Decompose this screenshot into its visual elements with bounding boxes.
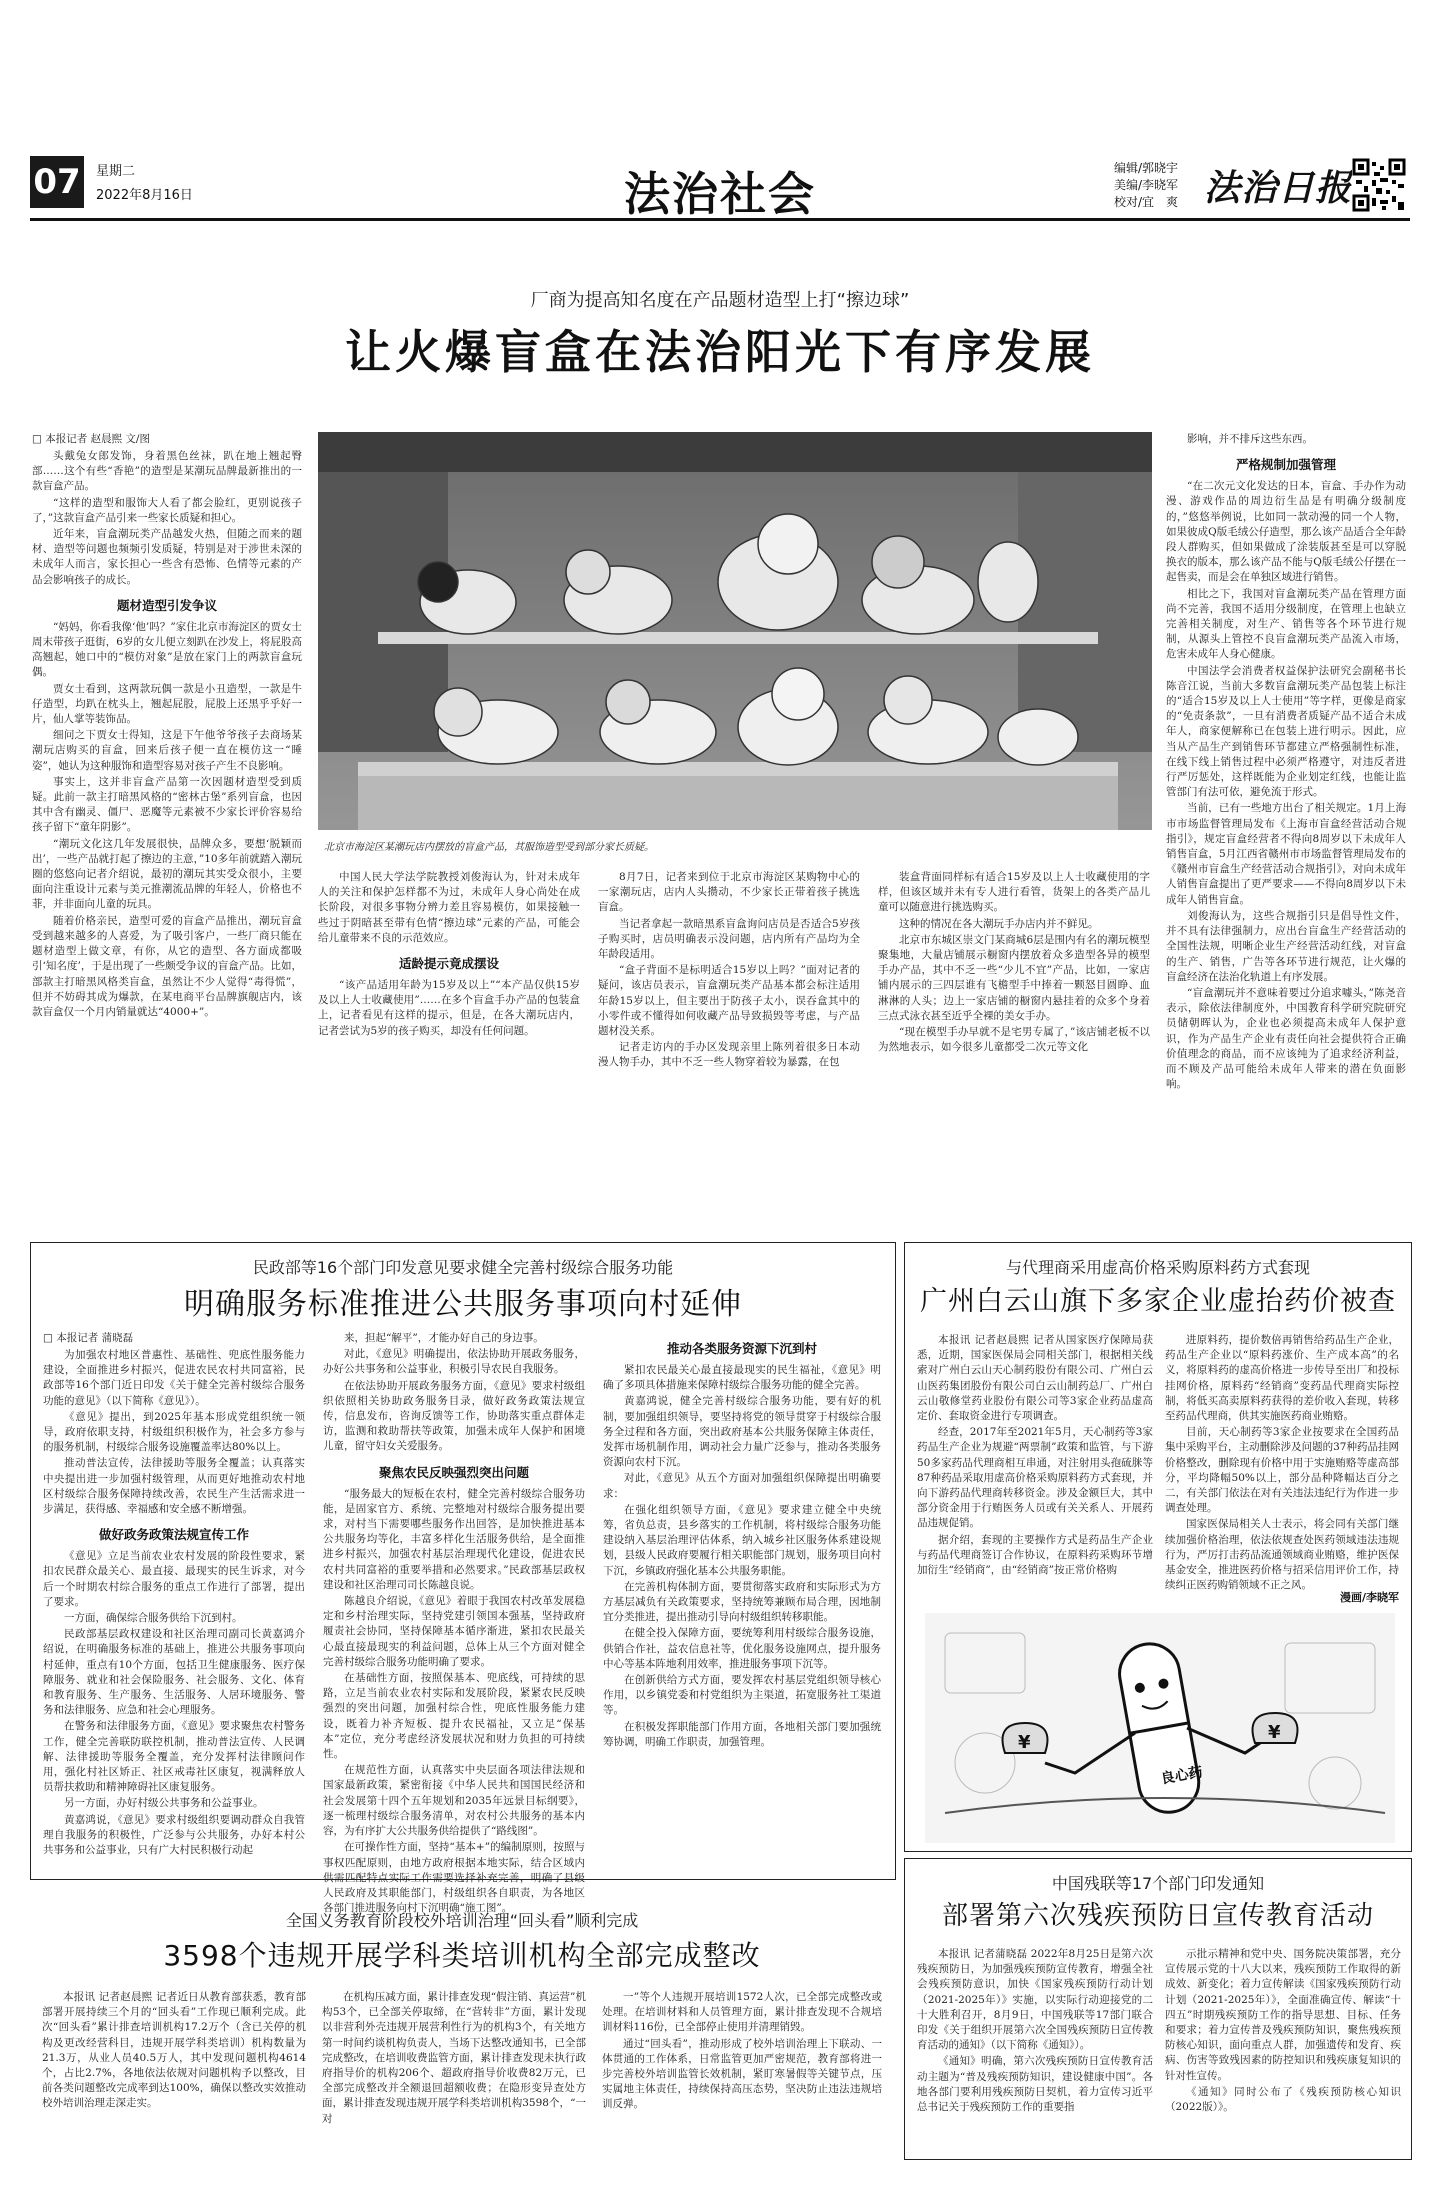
cartoon-label: 良心药 xyxy=(1159,1764,1204,1788)
paragraph: 头戴兔女郎发饰，身着黑色丝袜，趴在地上翘起臀部……这个有些“香艳”的造型是某潮玩品牌最新推出的一款盲盒产品。 xyxy=(32,450,302,493)
subheading: 严格规制加强管理 xyxy=(1235,457,1336,473)
paragraph: 中国人民大学法学院教授刘俊海认为，针对未成年人的关注和保护怎样都不为过，未成年人身心尚处在成长阶段，对很多事物分辨力差且容易模仿，如果接触一些过于阴暗甚至带有色情“擦边球”元素的产品，可能会给儿童带来不良的示范效应。 xyxy=(318,871,580,944)
paragraph: 《意见》提出，到2025年基本形成党组织统一领导，政府依职支持，村级组织积极作为，社会多方参与的服务机制，村级综合服务设施覆盖率达80%以上。 xyxy=(43,1410,305,1454)
baiyun-column-2 xyxy=(1165,1333,1399,1592)
paragraph: “在二次元文化发达的日本，盲盒、手办作为动漫、游戏作品的周边衍生品是有明确分级制度的，”悠悠举例说，比如同一款动漫的同一个人物，如果彼成Q版毛绒公仔造型，那么该产品适合全年龄段人群购买，但如果做成了涂装版甚至是可以穿脱换衣的版本，那么该产品不能与Q版毛绒公仔摆在一起售卖，而是会在单独区域进行销售。 xyxy=(1166,480,1406,584)
baiyun-article xyxy=(904,1242,1412,1852)
qr-code[interactable] xyxy=(1352,158,1406,212)
paragraph: 在积极发挥职能部门作用方面，各地相关部门要加强统筹协调，明确工作职责，加强管理。 xyxy=(603,1720,881,1748)
paragraph: 《通知》明确，第六次残疾预防日宣传教育活动主题为“普及残疾预防知识，建设健康中国”。各地各部门要利用残疾预防日契机，着力宣传习近平总书记关于残疾预防工作的重要指 xyxy=(917,2055,1153,2114)
paragraph: 这种的情况在各大潮玩手办店内并不鲜见。 xyxy=(899,917,1099,930)
lead-column-2 xyxy=(318,870,580,1230)
paragraph: 经查，2017年至2021年5月，天心制药等3家药品生产企业为规避“两票制”政策和监管，与下游50多家药品代理商相互串通，对注射用头孢硫脒等87种药品采取用虚高价格采购原料药方式套现，并向下游药品代理商转移资金。涉及金额巨大，其中部分资金用于行贿医务人员或有关关系人、开展药品违规促销。 xyxy=(917,1426,1153,1530)
paragraph: 在基础性方面，按照保基本、兜底线，可持续的思路，立足当前农业农村实际和发展阶段，紧紧农民反映强烈的突出问题，加强村综合性，兜底性服务能力建设，既着力补齐短板、提升农民福祉，又立足“保基本”定位，充分考虑经济发展状况和财力负担的可持续性。 xyxy=(323,1672,585,1761)
rural-services-article xyxy=(30,1242,896,1915)
paragraph: 据介绍，套现的主要操作方式是药品生产企业与药品代理商签订合作协议，在原料药采购环节增加衍生“经销商”，由“经销商”按正常价格购 xyxy=(917,1533,1153,1577)
paragraph: 在机构压减方面，累计排查发现“假注销、真运营”机构53个，已全部关停取缔，在“营转非”方面，累计发现以非营利外壳违规开展营利性行为的机构3个，有关地方第一时间约谈机构负责人，当场下达整改通知书，已全部完成整改，在培训收费监管方面，累计排查发现未执行政府指导价的机构206个、超政府指导价收费82万元，已全部完成整改并全额退回超额收费；在隐形变异查处方面，累计排查发现违规开展学科类培训机构3598个，“一对 xyxy=(322,1991,586,2125)
paragraph: 近年来，盲盒潮玩类产品越发火热，但随之而来的题材、造型等问题也频频引发质疑，特别是对于涉世未深的未成年人而言，家长担心一些含有恐怖、色情等元素的产品会影响孩子的成长。 xyxy=(32,528,302,586)
paragraph: 一”等个人违规开展培训1572人次，已全部完成整改或处理。在培训材料和人员管理方面，累计排查发现不合规培训材料116份，已全部停止使用并清理销毁。 xyxy=(602,1991,882,2034)
section-title: 法治社会 xyxy=(624,167,816,221)
baiyun-headline: 广州白云山旗下多家企业虚抬药价被查 xyxy=(920,1286,1396,1317)
subheading: 做好政务政策法规宣传工作 xyxy=(98,1527,249,1543)
subheading: 聚焦农民反映强烈突出问题 xyxy=(378,1464,529,1480)
subheading: 题材造型引发争议 xyxy=(116,597,217,613)
paragraph: 为加强农村地区普惠性、基础性、兜底性服务能力建设，全面推进乡村振兴，促进农民农村共同富裕，民政部等16个部门近日印发《关于健全完善村级综合服务功能的意见》（以下简称《意见》）。 xyxy=(43,1349,305,1407)
masthead-rule xyxy=(30,218,1410,221)
disability-article xyxy=(904,1858,1412,2160)
svg-text:¥: ¥ xyxy=(1018,1732,1031,1753)
lead-column-4 xyxy=(878,870,1150,1230)
paragraph: 推动普法宣传，法律援助等服务全覆盖；认真落实中央提出进一步加强村级管理，从而更好地推动农村地区村级综合服务保障持续改善，农民生产生活需求进一步满足，获得感、幸福感和安全感不断增强。 xyxy=(43,1457,305,1516)
paragraph: 记者走访内的手办区发现亲里上陈列着很多日本动漫人物手办，其中不乏一些人物穿着较为暴露，在包 xyxy=(598,1041,860,1069)
paragraph: 相比之下，我国对盲盒潮玩类产品在管理方面尚不完善，我国不适用分级制度，在管理上也缺立完善相关制度，对生产、销售等各个环节进行规制，从源头上管控不良盲盒潮玩类产品流入市场，危害未成年人身心健康。 xyxy=(1166,587,1406,661)
paragraph: 一方面，确保综合服务供给下沉到村。 xyxy=(64,1612,243,1625)
paragraph: “盒子背面不是标明适合15岁以上吗？”面对记者的疑问，该店员表示，盲盒潮玩类产品基本都会标注适用年龄15岁以上，但主要出于防孩子太小，误吞盒其中的小零件或不懂得如何收藏产品导致损毁等考虑，与产品题材没关系。 xyxy=(598,964,860,1038)
issue-date: 2022年8月16日 xyxy=(96,188,193,203)
paragraph: “服务最大的短板在农村，健全完善村级综合服务功能，是固家官方、系统、完整地对村级综合服务提出要求，对村当下需要哪些服务作出回答，是加快推进基本公共服务均等化，丰富多样化生活服务供给，是全面推进乡村振兴，加强农村基层治理现代化建设，促进农民农村共同富裕的重要举措和必然要求。”民政部基层政权建设和社区治理司司长陈越良说。 xyxy=(323,1487,585,1591)
lead-kicker: 厂商为提高知名度在产品题材造型上打“擦边球” xyxy=(530,290,910,311)
paragraph: 细问之下贾女士得知，这是下午他爷爷孩子去商场某潮玩店购买的盲盒，回来后孩子便一直在模仿这一“睡姿”，她认为这种服饰和造型容易对孩子产生不良影响。 xyxy=(32,729,302,772)
paragraph: 在健全投入保障方面，要统筹利用村级综合服务设施，供销合作社，益农信息社等，优化服务设施网点，提升服务中心等基本阵地利用效率，推进服务事项下沉等。 xyxy=(603,1627,881,1670)
paragraph: 陈越良介绍说，《意见》着眼于我国农村改革发展稳定和乡村治理实际，坚持党建引领国本强基，坚持政府履责社会协同，坚持保障基本循序渐进，紧扣农民最关心最直接最现实的利益问题，总体上从三个方面对健全完善村级综合服务功能明确了要求。 xyxy=(323,1595,585,1668)
paper-logo: 法治日报 xyxy=(1204,167,1353,209)
paragraph: 对此，《意见》从五个方面对加强组织保障提出明确要求： xyxy=(603,1472,881,1500)
paragraph: 在依法协助开展政务服务方面，《意见》要求村级组织依照相关协助政务服务目录，做好政务政策法规宣传，信息发布，咨询反馈等工作，协助落实重点群体走访，监测和救助帮扶等政策，加强未成年人保护和困境儿童，留守妇女关爱服务。 xyxy=(323,1379,585,1453)
paragraph: 刘俊海认为，这些合规指引只是倡导性文件，并不具有法律强制力，应出台盲盒生产经营活动的全国性法规，明晰企业生产经营活动红线，对盲盒的生产、销售，广告等各环节进行规范，让火爆的盲盒经济在法治化轨道上有序发展。 xyxy=(1166,909,1406,983)
lead-column-1 xyxy=(32,432,302,1232)
designer-credit: 美编/李晓军 xyxy=(1114,178,1179,192)
training-kicker: 全国义务教育阶段校外培训治理“回头看”顺利完成 xyxy=(285,1911,639,1930)
paragraph: 进原料药，提价数倍再销售给药品生产企业，药品生产企业以“原料药涨价、生产成本高”的名义，将原料药的虚高价格进一步传导至出厂和投标挂网价格，原料药“经销商”变药品代理商实际控制，将低买高卖原料药获得的差价收入套现，转移至药品代理商，供其实施医药商业贿赂。 xyxy=(1165,1334,1399,1423)
lead-column-3 xyxy=(598,870,860,1230)
paragraph: 目前，天心制药等3家企业按要求在全国药品集中采购平台，主动删除涉及问题的37种药品挂网价格整改，删除现有价格中用于实施贿赂等虚高部分，平均降幅50%以上，部分品种降幅达百分之二，有关部门依法在对有关违法违纪行为作进一步调查处理。 xyxy=(1165,1426,1399,1515)
cartoon-credit: 漫画/李晓军 xyxy=(1339,1591,1399,1604)
paragraph: 来，担起“解平”，才能办好自己的身边事。 xyxy=(344,1332,544,1344)
training-column-2 xyxy=(322,1990,586,2166)
rural-column-3 xyxy=(603,1331,881,1871)
paragraph: “潮玩文化这几年发展很快，品牌众多，要想‘脱颖而出’，一些产品就打起了擦边的主意，”10多年前就踏入潮玩圈的悠悠向记者介绍说，最初的潮玩其实受众很小，主要面向注重设计元素与美元推潮流品牌的年轻人，价格也不菲，并非面向儿童的玩具。 xyxy=(32,837,302,911)
paragraph: 紧扣农民最关心最直接最现实的民生福祉，《意见》明确了多项具体措施来保障村级综合服务功能的健全完善。 xyxy=(603,1364,881,1392)
editor-credit: 编辑/郭晓宇 xyxy=(1114,161,1179,175)
proofreader-credit: 校对/宜 爽 xyxy=(1114,195,1179,209)
paragraph: 黄嘉鸿说，健全完善村级综合服务功能，要有好的机制，要加强组织领导，要坚持将党的领导贯穿于村级综合服务全过程和各方面，突出政府基本公共服务保障主体责任，发挥市场机制作用，调动社会力量广泛参与，推动各类服务资源向农村下沉。 xyxy=(603,1395,881,1469)
byline: □ 本报记者 蒲晓磊 xyxy=(43,1332,134,1344)
paragraph: “现在模型手办早就不是宅男专属了，”该店铺老板不以为然地表示，如今很多儿童都受二次元等文化 xyxy=(878,1026,1150,1054)
paragraph: 在警务和法律服务方面，《意见》要求聚焦农村警务工作，健全完善联防联控机制，推动普法宣传、人民调解、法律援助等服务全覆盖，充分发挥村法律顾问作用，强化村社区矫正、社区戒毒社区康复，视满释放人员帮扶救助和精神障碍社区康复服务。 xyxy=(43,1720,305,1794)
rural-kicker: 民政部等16个部门印发意见要求健全完善村级综合服务功能 xyxy=(252,1258,674,1277)
rural-headline: 明确服务标准推进公共服务事项向村延伸 xyxy=(184,1287,742,1322)
editor-credits xyxy=(1114,160,1178,211)
paragraph: 在强化组织领导方面，《意见》要求建立健全中央统筹，省负总责，县乡落实的工作机制，将村级综合服务功能建设纳入基层治理评估体系，纳入城乡社区服务体系建设规划，县级人民政府要履行相关职能部门规划，服务项目向村下沉，乡镇政府强化基本公共服务职能。 xyxy=(603,1503,881,1577)
paragraph: “这样的造型和服饰大人看了都会脸红，更别说孩子了，”这款盲盒产品引来一些家长质疑和担心。 xyxy=(32,496,302,524)
paragraph: 随着价格亲民，造型可爱的盲盒产品推出，潮玩盲盒受到越来越多的人喜爱，为了吸引客户，一些厂商只能在题材造型上做文章，有你，从它的造型、各方面成都吸引‘知名度’，于是出现了一些颇受争议的盲盒产品。比如，部款主打暗黑风格类盲盒，虽然让不少人觉得“毒得慌”，但并不妨碍其成为爆款，在某电商平台品牌旗舰店内，该款盲盒仅一个月内销量就达“4000+”。 xyxy=(32,914,302,1018)
paragraph: 本报讯 记者赵晨熙 记者从国家医疗保障局获悉，近期，国家医保局会同相关部门，根据相关线索对广州白云山天心制药股份有限公司、广州白云山医药集团股份有限公司白云山制药总厂、广州白云山敬修堂药业股份有限公司等3家企业药品虚高定价、套取资金进行专项调查。 xyxy=(917,1334,1153,1423)
paragraph: 中国法学会消费者权益保护法研究会副秘书长陈音江说，当前大多数盲盒潮玩类产品包装上标注的“适合15岁及以上人士使用”等字样，更像是商家的“免责条款”，一旦有消费者质疑产品不适合未成年人，商家便解称已在包装上进行明示。因此，应当从产品生产到销售环节都建立严格强制性标准，在线下线上销售过程中必须严格遵守，对违反者进行严厉惩处，这样既能为企业划定红线，也能让监管部门有法可依，避免流于形式。 xyxy=(1166,664,1406,799)
paragraph: 本报讯 记者蒲晓磊 2022年8月25日是第六次残疾预防日，为加强残疾预防宣传教育，增强全社会残疾预防意识，加快《国家残疾预防行动计划（2021-2025年）》实施，以实际行动迎接党的二十大胜利召开，8月9日，中国残联等17部门联合印发《关于组织开展第六次全国残疾预防日宣传教育活动的通知》（以下简称《通知》）。 xyxy=(917,1948,1153,2052)
paragraph: 本报讯 记者赵晨熙 记者近日从教育部获悉，教育部部署开展持续三个月的“回头看”工作现已顺利完成。此次“回头看”累计排查培训机构17.2万个（含已关停的机构及更改经营科目，违规开展学科类培训）机构数量为21.3万，从业人员40.5万人，其中发现问题机构4614个，占比2.7%，各地依法依规对问题机构予以整改，目前各类问题整改完成率到达100%，确保以整改实效推动校外培训治理走深走实。 xyxy=(42,1991,306,2110)
paragraph: 《意见》立足当前农业农村发展的阶段性要求，紧扣农民群众最关心、最直接、最现实的民生诉求，对今后一个时期农村综合服务的重点工作进行了部署，提出了要求。 xyxy=(43,1550,305,1608)
paragraph: 黄嘉鸿说，《意见》要求村级组织要调动群众自我管理自我服务的积极性，广泛参与公共服务，办好本村公共事务和公益事业，只有广大村民积极行动起 xyxy=(43,1813,305,1857)
page-number: 07 xyxy=(30,156,84,208)
disability-headline: 部署第六次残疾预防日宣传教育活动 xyxy=(941,1901,1374,1931)
subheading: 适龄提示竟成摆设 xyxy=(398,956,499,972)
paragraph: 装盒背面同样标有适合15岁及以上人士收藏使用的字样，但该区域并未有专人进行看管，货架上的各类产品儿童可以随意进行挑选购买。 xyxy=(878,871,1150,914)
paragraph: 当前，已有一些地方出台了相关规定。1月上海市市场监督管理局发布《上海市盲盒经营活动合规指引》，规定盲盒经营者不得向8周岁以下未成年人销售盲盒，5月江西省赣州市市场监督管理局发布的《赣州市盲盒生产经营活动合规指引》，对向未成年人销售盲盒提出了更严要求——不得向8周岁以下未成年人销售盲盒。 xyxy=(1166,802,1406,906)
paragraph: 在可操作性方面，坚持“基本+”的编制原则，按照与事权匹配原则，由地方政府根据本地实际，结合区域内供需匹配特点实际工作需要选择补充完善，明确了县级人民政府及其职能部门，村级组织各自职责，为各地区各部门推进服务向村下沉明确“施工图”。 xyxy=(323,1841,585,1915)
paragraph: 国家医保局相关人士表示，将会同有关部门继续加强价格治理，依法依规查处医药领域违法违规行为，严厉打击药品流通领域商业贿赂，维护医保基金安全，推进医药价格与招采信用评价工作，持续纠正医药购销领域不正之风。 xyxy=(1165,1518,1399,1592)
paragraph: 事实上，这并非盲盒产品第一次因题材造型受到质疑。此前一款主打暗黑风格的“密林古堡”系列盲盒，也因其中含有幽灵、僵尸、恶魔等元素被不少家长评价容易给孩子留下“童年阴影”。 xyxy=(32,775,302,834)
disability-column-1 xyxy=(917,1947,1153,2153)
paragraph: 民政部基层政权建设和社区治理司副司长黄嘉鸿介绍说，在明确服务标准的基础上，推进公共服务事项向村延伸，重点有10个方面，包括卫生健康服务、医疗保障服务、就业和社会保险服务、社会服务、文化、体育和教育服务、生产服务、生活服务、人居环境服务、警务和法律服务、应急和社会心理服务。 xyxy=(43,1628,305,1717)
training-column-1 xyxy=(42,1990,306,2166)
paragraph: 在完善机构体制方面，要贯彻落实政府和实际形式为方方基层减负有关政策要求，坚持统筹兼顾布局合理，因地制宜分类推进，提出推动引导向村级组织转移职能。 xyxy=(603,1580,881,1624)
baiyun-kicker: 与代理商采用虚高价格采购原料药方式套现 xyxy=(1005,1258,1310,1277)
disability-column-2 xyxy=(1165,1947,1401,2153)
paragraph: 对此，《意见》明确提出，依法协助开展政务服务，办好公共事务和公益事业，积极引导农民自我服务。 xyxy=(323,1348,585,1376)
baiyun-column-1 xyxy=(917,1333,1153,1613)
training-column-3 xyxy=(602,1990,882,2166)
paragraph: 影响，并不排斥这些东西。 xyxy=(1187,433,1313,445)
svg-text:¥: ¥ xyxy=(1268,1722,1281,1743)
paragraph: 示批示精神和党中央、国务院决策部署，充分宣传展示党的十八大以来，残疾预防工作取得的新成效、新变化；着力宣传解读《国家残疾预防行动计划（2021-2025年）》，全面准确宣传、解读“十四五”时期残疾预防工作的指导思想、目标、任务和要求；着力宣传普及残疾预防知识，聚焦残疾预防核心知识，面向重点人群，加强遗传和发育、疾病、伤害等致残因素的防控知识和残疾康复知识的针对性宣传。 xyxy=(1165,1948,1401,2082)
paragraph: 《通知》同时公布了《残疾预防核心知识（2022版）》。 xyxy=(1165,2085,1401,2114)
paragraph: 贾女士看到，这两款玩偶一款是小丑造型，一款是牛仔造型，均趴在枕头上，翘起屁股，屁股上还黑乎乎好一片，仙人掌等装饰品。 xyxy=(32,682,302,726)
rural-column-1 xyxy=(43,1331,305,1871)
paragraph: “妈妈，你看我像‘他’吗？”家住北京市海淀区的贾女士周末带孩子逛街，6岁的女儿便立刻趴在沙发上，将屁股高高翘起，她口中的“模仿对象”是放在家门上的两款盲盒玩偶。 xyxy=(32,620,302,679)
subheading: 推动各类服务资源下沉到村 xyxy=(666,1341,817,1356)
lead-column-5 xyxy=(1166,432,1406,1232)
paragraph: 北京市东城区崇文门某商城6层是围内有名的潮玩模型聚集地，大量店铺展示橱窗内摆放着众多造型各异的模型手办产品，其中不乏一些“少儿不宜”产品，比如，一家店铺内展示的三四层谁有飞檐型手中捧着一颗怒目圆睁、血淋淋的人头；边上一家店铺的橱窗内悬挂着的众多个身着三点式泳衣甚至近乎全裸的美女手办。 xyxy=(878,933,1150,1022)
disability-kicker: 中国残联等17个部门印发通知 xyxy=(1051,1874,1265,1893)
paragraph: “该产品适用年龄为15岁及以上”“本产品仅供15岁及以上人士收藏使用”……在多个盲盒手办产品的包装盒上，记者看见有这样的提示，但是，在各大潮玩店内，记者尝试为5岁的孩子购买，却没有任何问题。 xyxy=(318,979,580,1037)
lead-photo xyxy=(318,432,1152,860)
paragraph: 通过“回头看”，推动形成了校外培训治理上下联动、一体贯通的工作体系，日常监管更加严密规范，教育部将进一步完善校外培训监管长效机制，紧盯寒暑假等关键节点，压实属地主体责任，持续保持高压态势，坚决防止违法违规培训反弹。 xyxy=(602,2037,882,2111)
paragraph: 当记者拿起一款暗黑系盲盒询问店员是否适合5岁孩子购买时，店员明确表示没问题，店内所有产品均为全年龄段适用。 xyxy=(598,917,860,961)
training-headline: 3598个违规开展学科类培训机构全部完成整改 xyxy=(163,1939,761,1972)
lead-headline: 让火爆盲盒在法治阳光下有序发展 xyxy=(345,325,1095,379)
rural-column-2 xyxy=(323,1331,585,1915)
weekday: 星期二 xyxy=(96,164,136,179)
cartoon-illustration xyxy=(925,1613,1395,1843)
paragraph: “盲盒潮玩并不意味着要过分追求噱头，”陈尧音表示，除依法律制度外，中国教育科学研究院研究员储朝晖认为，企业也必须提高未成年人保护意识，作为产品生产企业有责任向社会提供符合正确价值理念的商品，而不应该纯为了追求经济利益，而不顾及产品可能给未成年人带来的潜在负面影响。 xyxy=(1166,986,1406,1091)
photo-caption: 北京市海淀区某潮玩店内摆放的盲盒产品，其服饰造型受到部分家长质疑。 xyxy=(324,842,654,853)
paragraph: 在创新供给方式方面，要发挥农村基层党组织领导核心作用，以乡镇党委和村党组织为主渠道，拓宽服务社工渠道等。 xyxy=(603,1674,881,1717)
paragraph: 在规范性方面，认真落实中央层面各项法律法规和国家最新政策，紧密衔接《中华人民共和国国民经济和社会发展第十四个五年规划和2035年远景目标纲要》，逐一梳理村级综合服务清单，对农村公共服务的基本内容，为有序扩大公共服务供给提供了“路线图”。 xyxy=(323,1764,585,1838)
paragraph: 另一方面，办好村级公共事务和公益事业。 xyxy=(64,1797,264,1810)
byline: □ 本报记者 赵晨熙 文/图 xyxy=(32,433,150,445)
paragraph: 8月7日，记者来到位于北京市海淀区某购物中心的一家潮玩店，店内人头攒动，不少家长正带着孩子挑选盲盒。 xyxy=(598,871,860,914)
